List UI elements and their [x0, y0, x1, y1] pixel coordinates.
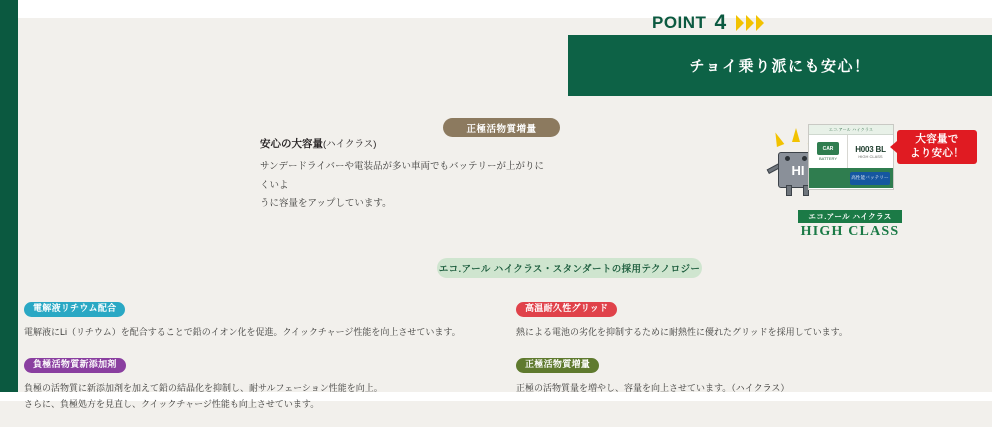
label-card-badge: CAR	[817, 142, 839, 155]
high-class-label: HIGH CLASS	[800, 224, 900, 239]
label-card-badge-area	[809, 135, 848, 168]
chevron-right-icon	[736, 15, 764, 31]
feature-tag: 負極活物質新添加剤	[24, 358, 126, 373]
capacity-callout-line-2: より安心！	[910, 147, 964, 159]
capacity-body	[260, 158, 550, 214]
technology-pill-label: エコ.アール ハイクラス・スタンダートの採用テクノロジー	[438, 264, 701, 275]
capacity-title-note: (ハイクラス)	[323, 139, 377, 150]
label-card-model: H003 BL	[855, 144, 886, 154]
feature-item	[516, 298, 968, 340]
mascot-eye-right	[802, 156, 807, 161]
capacity-body-line-1: サンデードライバーや電装品が多い車両でもバッテリーが上がりにくいよ	[260, 161, 545, 191]
feature-tag: 正極活物質増量	[516, 358, 599, 373]
capacity-title	[260, 136, 550, 151]
label-card-badge-sub: BATTERY	[818, 156, 838, 161]
technology-pill	[437, 258, 702, 278]
eco-brand-strip-label: エコ.アール ハイクラス	[808, 212, 892, 221]
label-card-bottom	[809, 168, 893, 188]
feature-description-line: 電解液にLi（リチウム）を配合することで鉛のイオン化を促進。クイックチャージ性能を向上させています。	[24, 326, 461, 337]
section-banner-text: チョイ乗り派にも安心！	[689, 58, 871, 75]
mascot-text: HI	[791, 162, 805, 178]
section-banner	[568, 35, 992, 96]
top-white-strip	[18, 0, 992, 18]
left-accent-bar	[0, 0, 18, 401]
spark-icon	[792, 128, 800, 142]
feature-item	[24, 298, 476, 340]
mascot-eye-left	[785, 156, 790, 161]
capacity-body-line-2: うに容量をアップしています。	[260, 198, 392, 210]
feature-item	[24, 354, 476, 413]
label-card-row	[809, 135, 893, 168]
feature-tag: 電解液リチウム配合	[24, 302, 125, 317]
capacity-block	[260, 136, 550, 214]
point-heading	[652, 12, 764, 33]
feature-description	[24, 324, 476, 341]
features-column-left	[24, 298, 476, 427]
feature-description-line: 熱による電池の劣化を抑制するために耐熱性に優れたグリッドを採用しています。	[516, 326, 848, 337]
capacity-callout-line-1: 大容量で	[915, 133, 959, 146]
capacity-pill	[443, 118, 560, 137]
label-card-model-area	[848, 135, 893, 168]
eco-brand-strip	[798, 210, 902, 223]
feature-item	[516, 354, 968, 396]
product-illustration	[760, 118, 964, 243]
point-number: 4	[714, 11, 727, 34]
battery-label-card	[808, 124, 894, 190]
label-card-blue-chip: 高性能バッテリー	[850, 172, 890, 185]
point-label: POINT	[652, 12, 707, 32]
label-card-note: HIGH CLASS	[858, 153, 883, 159]
feature-description-line: さらに、負極処方を見直し、クイックチャージ性能も向上させています。	[24, 399, 320, 410]
capacity-pill-label: 正極活物質増量	[466, 123, 537, 135]
capacity-title-main: 安心の大容量	[260, 138, 323, 150]
feature-description	[516, 324, 968, 341]
feature-description-line: 正極の活物質量を増やし、容量を向上させています。（ハイクラス）	[516, 382, 790, 393]
mascot-leg-left	[786, 185, 792, 196]
spark-icon	[772, 131, 785, 147]
features-section	[24, 298, 968, 427]
feature-description	[516, 380, 968, 397]
feature-tag: 高温耐久性グリッド	[516, 302, 617, 317]
feature-description-line: 負極の活物質に新添加剤を加えて鉛の結晶化を抑制し、耐サルフェーション性能を向上。	[24, 382, 383, 393]
capacity-callout-flag	[897, 130, 977, 164]
feature-description	[24, 380, 476, 413]
label-card-top-text: エコ.アール ハイクラス	[809, 125, 893, 135]
features-column-right	[516, 298, 968, 427]
